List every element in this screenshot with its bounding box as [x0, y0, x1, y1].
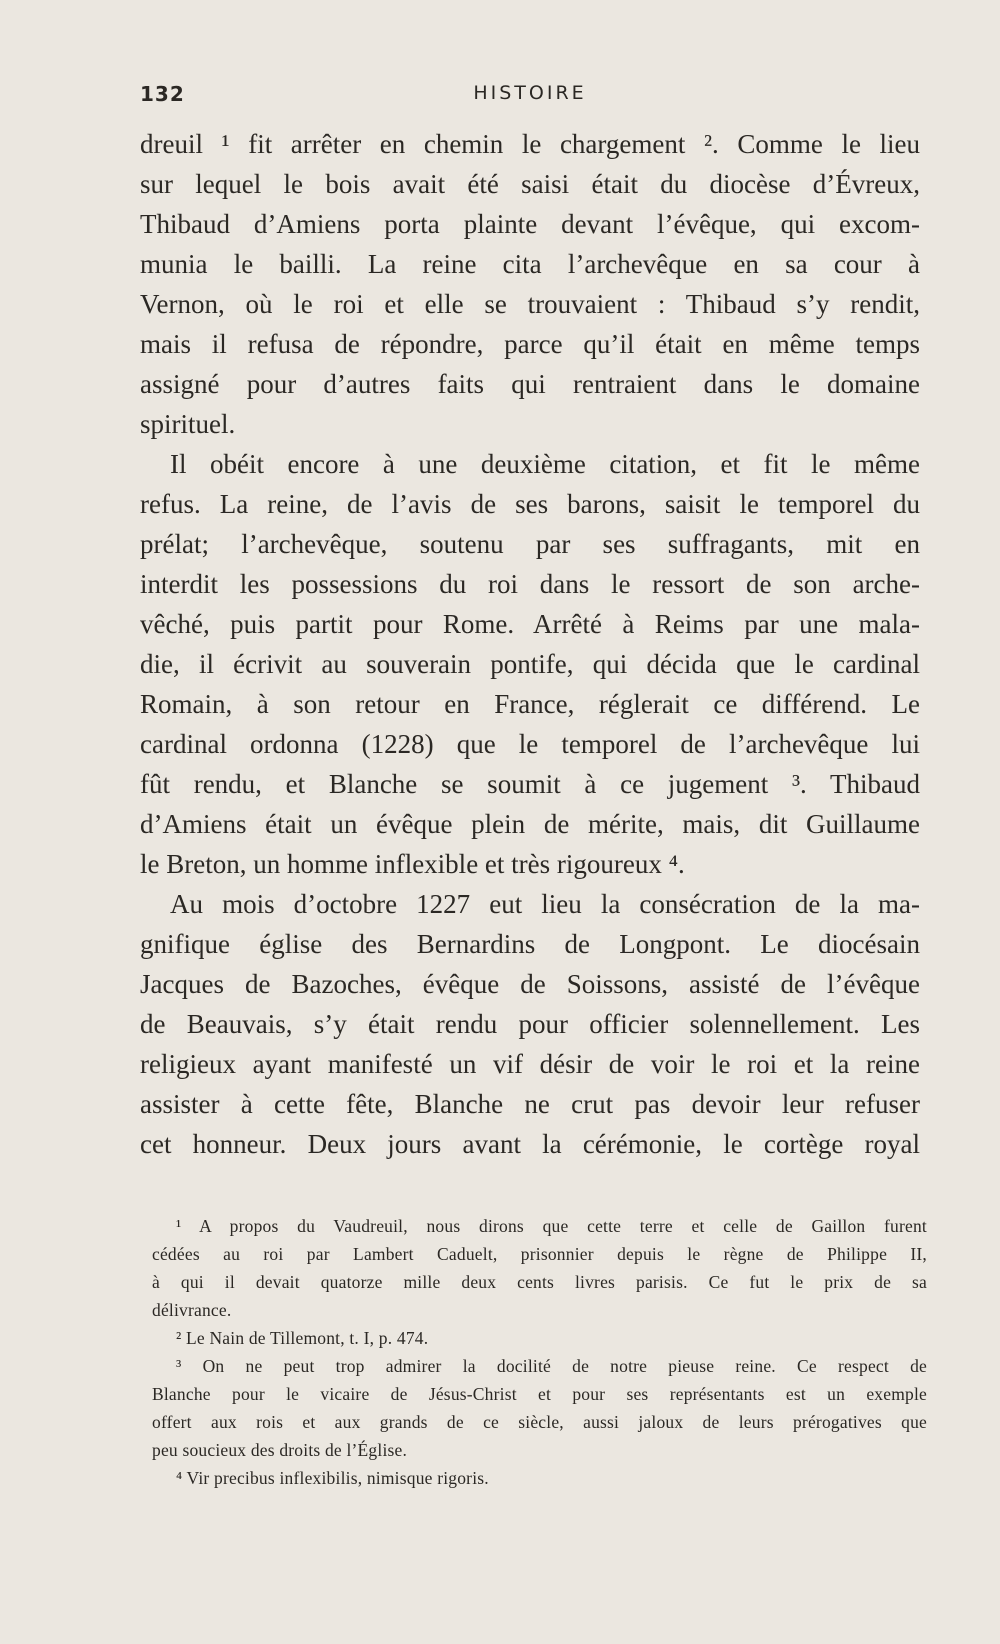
- text-line: Vernon, où le roi et elle se trouvaient : Thibaud s’y rendit,: [140, 289, 920, 319]
- footnotes: [152, 1212, 927, 1492]
- footnote-line: offert aux rois et aux grands de ce siècle, aussi jaloux de leurs prérogatives que: [152, 1412, 927, 1432]
- text-line: d’Amiens était un évêque plein de mérite, mais, dit Guillaume: [140, 809, 920, 839]
- text-line: Il obéit encore à une deuxième citation, et fit le même: [170, 449, 920, 479]
- footnote-line: Blanche pour le vicaire de Jésus-Christ et pour ses représentants est un exemple: [152, 1384, 927, 1404]
- text-line: assigné pour d’autres faits qui rentraient dans le domaine: [140, 369, 920, 399]
- text-line: spirituel.: [140, 409, 236, 439]
- text-line: religieux ayant manifesté un vif désir de voir le roi et la reine: [140, 1049, 920, 1079]
- running-title: HISTOIRE: [473, 82, 587, 104]
- text-line: prélat; l’archevêque, soutenu par ses suffragants, mit en: [140, 529, 920, 559]
- footnote-line: ² Le Nain de Tillemont, t. I, p. 474.: [176, 1328, 429, 1348]
- running-head: [140, 82, 920, 114]
- text-line: munia le bailli. La reine cita l’archevêque en sa cour à: [140, 249, 920, 279]
- footnote-line: ³ On ne peut trop admirer la docilité de notre pieuse reine. Ce respect de: [176, 1356, 927, 1376]
- text-line: dreuil ¹ fit arrêter en chemin le chargement ². Comme le lieu: [140, 129, 920, 159]
- footnote-line: cédées au roi par Lambert Caduelt, prisonnier depuis le règne de Philippe II,: [152, 1244, 927, 1264]
- text-line: de Beauvais, s’y était rendu pour officier solennellement. Les: [140, 1009, 920, 1039]
- text-line: Jacques de Bazoches, évêque de Soissons, assisté de l’évêque: [140, 969, 920, 999]
- text-line: cardinal ordonna (1228) que le temporel de l’archevêque lui: [140, 729, 920, 759]
- text-line: Thibaud d’Amiens porta plainte devant l’évêque, qui excom-: [140, 209, 920, 239]
- text-line: interdit les possessions du roi dans le ressort de son arche-: [140, 569, 920, 599]
- text-line: cet honneur. Deux jours avant la cérémonie, le cortège royal: [140, 1129, 920, 1159]
- text-line: refus. La reine, de l’avis de ses barons, saisit le temporel du: [140, 489, 920, 519]
- text-line: sur lequel le bois avait été saisi était du diocèse d’Évreux,: [140, 169, 920, 199]
- text-line: die, il écrivit au souverain pontife, qui décida que le cardinal: [140, 649, 920, 679]
- text-line: mais il refusa de répondre, parce qu’il était en même temps: [140, 329, 920, 359]
- footnote-line: ⁴ Vir precibus inflexibilis, nimisque rigoris.: [176, 1468, 489, 1488]
- text-line: Romain, à son retour en France, réglerait ce différend. Le: [140, 689, 920, 719]
- footnote-line: à qui il devait quatorze mille deux cents livres parisis. Ce fut le prix de sa: [152, 1272, 927, 1292]
- text-line: assister à cette fête, Blanche ne crut pas devoir leur refuser: [140, 1089, 920, 1119]
- text-line: le Breton, un homme inflexible et très rigoureux ⁴.: [140, 849, 685, 879]
- text-line: vêché, puis partit pour Rome. Arrêté à Reims par une mala-: [140, 609, 920, 639]
- text-line: fût rendu, et Blanche se soumit à ce jugement ³. Thibaud: [140, 769, 920, 799]
- text-line: gnifique église des Bernardins de Longpont. Le diocésain: [140, 929, 920, 959]
- footnote-line: peu soucieux des droits de l’Église.: [152, 1440, 408, 1460]
- text-line: Au mois d’octobre 1227 eut lieu la consécration de la ma-: [170, 889, 920, 919]
- footnote-line: délivrance.: [152, 1300, 232, 1320]
- body-text: [140, 124, 920, 1164]
- page-number: 132: [140, 82, 185, 106]
- footnote-line: ¹ A propos du Vaudreuil, nous dirons que cette terre et celle de Gaillon furent: [176, 1216, 927, 1236]
